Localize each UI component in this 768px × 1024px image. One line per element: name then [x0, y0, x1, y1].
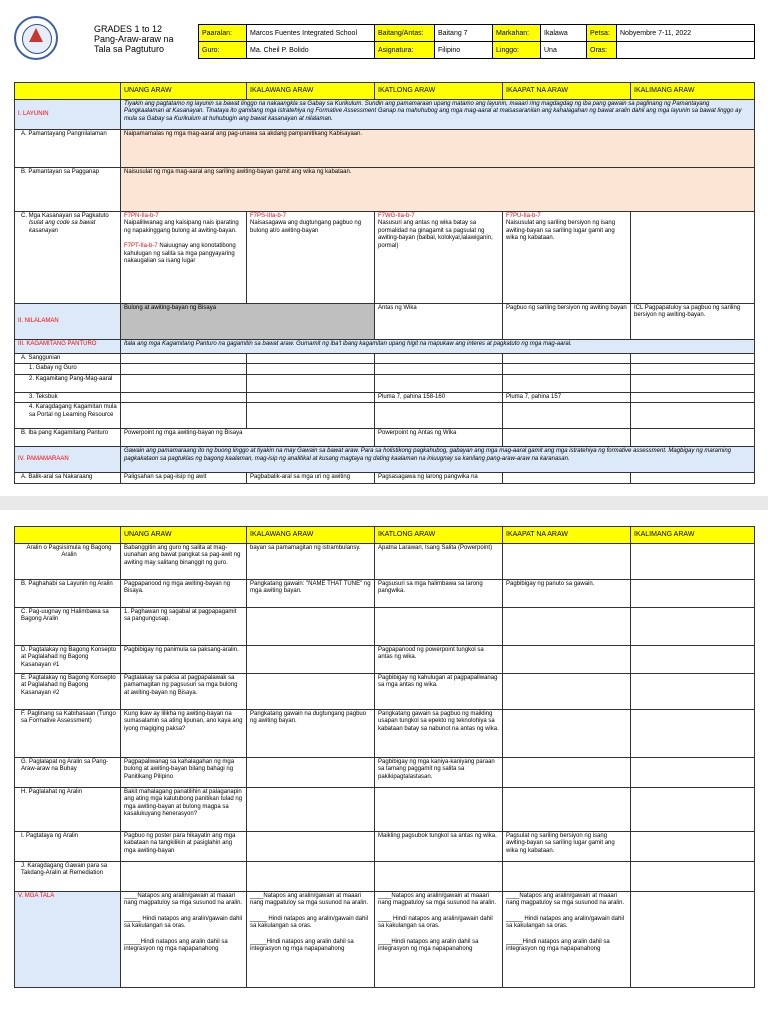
- corner-cell: [15, 83, 121, 100]
- day-4-competency: Naisusulat ang sariling bersiyon ng isang awiting-bayan sa sariling lugar gamit ang wika ng kabataan.: [506, 220, 616, 242]
- empty-cell: [375, 364, 503, 374]
- empty-cell: [247, 403, 375, 429]
- tala-hindi-natapos-oras: _____ Hindi natapos ang aralin/gawain dahil sa kakulangan sa oras.: [506, 915, 625, 930]
- pagtataya-day-3: Maikling pagsubok tungkol sa antas ng wika.: [375, 832, 503, 862]
- petsa-value: Nobyembre 7-11, 2022: [617, 25, 755, 42]
- paglalapat-day-3: Pagbibigay ng mga kaniya-kaniyang paraan sa tamang paggamit ng salita sa pakikipagtalastasan.: [375, 758, 503, 788]
- nilalaman-day-4: Pagbuo ng sariling bersiyon ng awiting bayan: [503, 304, 631, 340]
- day-3-competency: Nasusuri ang antas ng wika batay sa pormalidad na ginagamit sa pagsulat ng awiting-bayan (balbal, kolokyal,lalawiganin, pormal): [378, 220, 493, 249]
- markahan-value: Ikalawa: [541, 25, 587, 42]
- deped-seal-icon: [14, 16, 58, 60]
- day-2-header: IKALAWANG ARAW: [247, 83, 375, 100]
- empty-cell: [631, 608, 755, 646]
- pamantayang-pangnilalaman-label: A. Pamantayang Pangnilalaman: [15, 130, 121, 168]
- pamamaraan-text: Gawain ang pamamaraang ito ng buong linggo at tiyakin na may Gawain sa bawat araw. Para sa holistikong pagkahubog, gabayan ang mga mag-aaral gamit ang mga istratehiya ng formative assessment. Magbigay ng maraming pagkakataon sa pagtuklas ng bagong kaalaman, mag-isip ng analitikal at kusang magtaya ng dating kaalaman na iniuugnay sa kanilang pang-araw-araw na karanasan.: [121, 447, 755, 473]
- guro-label: Guro:: [199, 42, 247, 59]
- empty-cell: [247, 674, 375, 710]
- pagtalakay-1-label: D. Pagtalakay ng Bagong Konsepto at Paglalahad ng Bagong Kasanayan #1: [15, 646, 121, 674]
- tala-hindi-natapos-integrasyon: _____Hindi natapos ang aralin dahil sa integrasyon ng mga napapanahong: [506, 938, 610, 953]
- empty-cell: [121, 392, 247, 402]
- mga-tala-label: V. MGA TALA: [15, 892, 121, 988]
- empty-cell: [121, 374, 247, 392]
- form-title: GRADES 1 to 12 Pang-Araw-araw na Tala sa Pagtuturo: [94, 24, 174, 54]
- guro-value: Ma. Cheil P. Bolido: [247, 42, 375, 59]
- day-1-code-2: F7PT-IIa-b-7: [124, 243, 158, 250]
- pagtalakay-1-day-3: Pagpapanood ng powerpoint tungkol sa antas ng wika.: [375, 646, 503, 674]
- kasanayan-title: C. Mga Kasanayan sa Pagkatuto: [21, 213, 109, 219]
- paglalapat-day-1: Pagpapaliwanag sa kahalagahan ng mga bulong at awiting-bayan bilang bahagi ng Panitikang Pilipino: [121, 758, 247, 788]
- tala-hindi-natapos-integrasyon: _____Hindi natapos ang aralin dahil sa integrasyon ng mga napapanahong: [124, 938, 228, 953]
- tala-hindi-natapos-oras: _____ Hindi natapos ang aralin/gawain dahil sa kakulangan sa oras.: [124, 915, 243, 930]
- kasanayan-day-5: [631, 212, 755, 304]
- empty-cell: [631, 758, 755, 788]
- empty-cell: [631, 674, 755, 710]
- pagtataya-label: I. Pagtataya ng Aralin: [15, 832, 121, 862]
- balik-aral-day-3: Pagsasagawa ng larong pangwika na: [375, 473, 503, 483]
- mga-tala-day-2: [247, 892, 375, 988]
- paghahabi-day-4: Pagbibigay ng panuto sa gawain.: [503, 580, 631, 608]
- day-2-competency: Naisasagawa ang dugtungang pagbuo ng bulong at/o awiting-bayan: [250, 220, 362, 234]
- linggo-value: Una: [541, 42, 587, 59]
- day-4-header: IKAAPAT NA ARAW: [503, 527, 631, 544]
- empty-cell: [631, 374, 755, 392]
- markahan-label: Markahan:: [493, 25, 541, 42]
- iba-pang-label: B. Iba pang Kagamitang Panturo: [15, 429, 121, 447]
- day-3-header: IKATLONG ARAW: [375, 83, 503, 100]
- empty-cell: [503, 364, 631, 374]
- karagdagang-gawain-label: J. Karagdagang Gawain para sa Takdang-Aralin at Remediation: [15, 862, 121, 892]
- empty-cell: [503, 758, 631, 788]
- empty-cell: [375, 788, 503, 832]
- pag-uugnay-day-1: 1. Paghawan ng sagabal at pagpapagamit sa pangungusap.: [121, 608, 247, 646]
- mga-tala-day-1: [121, 892, 247, 988]
- tala-hindi-natapos-integrasyon: ____Hindi natapos ang aralin dahil sa integrasyon ng mga napapanahong: [378, 938, 479, 953]
- pagtalakay-2-day-3: Pagbibigay ng kahulugan at pagpapaliwanag sa mga antas ng wika.: [375, 674, 503, 710]
- kasanayan-day-4: [503, 212, 631, 304]
- header: [14, 16, 754, 62]
- empty-cell: [247, 788, 375, 832]
- empty-cell: [631, 710, 755, 758]
- empty-cell: [631, 544, 755, 580]
- paaralan-label: Paaralan:: [199, 25, 247, 42]
- paghahabi-label: B. Paghahabi sa Layunin ng Aralin: [15, 580, 121, 608]
- day-1-header: UNANG ARAW: [121, 83, 247, 100]
- empty-cell: [375, 374, 503, 392]
- day-2-code: F7PS-IIIa-b-7: [250, 213, 287, 219]
- empty-cell: [503, 646, 631, 674]
- empty-cell: [631, 892, 755, 988]
- pamantayang-pangnilalaman-text: Naipamamalas ng mga mag-aaral ang pag-unawa sa akdang pampanitikang Kabisayaan.: [121, 130, 755, 168]
- kasanayan-day-2: [247, 212, 375, 304]
- empty-cell: [503, 473, 631, 483]
- page-1: [0, 0, 768, 497]
- pagtalakay-1-day-1: Pagbibigay ng panimula sa paksang-aralin.: [121, 646, 247, 674]
- teksbuk-day-4: Pluma 7, pahina 157: [503, 392, 631, 402]
- empty-cell: [503, 403, 631, 429]
- header-info-table: [198, 24, 755, 59]
- day-1-competency-2: Naiuugnay ang konotatibong kahulugan ng salita sa mga pangyayaring nakaugalian sa isang lugar: [124, 243, 236, 265]
- day-1-code: F7PN-IIa-b-7: [124, 213, 159, 219]
- day-3-header: IKATLONG ARAW: [375, 527, 503, 544]
- dll-table-page-1: [14, 82, 755, 484]
- empty-cell: [247, 832, 375, 862]
- nilalaman-day-5: ICL Pagpapatuloy sa pagbuo ng sariling bersiyon ng awiting-bayan.: [631, 304, 755, 340]
- tala-natapos: ____Natapos ang aralin/gawain at maaari nang magpatuloy sa mga susunod na aralin.: [250, 893, 369, 907]
- empty-cell: [247, 374, 375, 392]
- day-4-code: F7PU-IIa-b-7: [506, 213, 541, 219]
- paghahabi-day-2: Pangkatang gawain: "NAME THAT TUNE" ng mga awiting bayan.: [247, 580, 375, 608]
- balik-aral-day-2: Pagbabalik-aral sa mga uri ng awiting: [247, 473, 375, 483]
- gabay-label: 1. Gabay ng Guro: [15, 364, 121, 374]
- empty-cell: [247, 608, 375, 646]
- empty-cell: [503, 374, 631, 392]
- aralin-pagsisimula-label: Aralin o Pagsisimula ng Bagong Aralin: [15, 544, 121, 580]
- empty-cell: [631, 403, 755, 429]
- empty-cell: [121, 354, 247, 364]
- empty-cell: [631, 788, 755, 832]
- pag-uugnay-label: C. Pag-uugnay ng Halimbawa sa Bagong Aralin: [15, 608, 121, 646]
- kasanayan-label: [15, 212, 121, 304]
- mga-tala-day-3: [375, 892, 503, 988]
- asignatura-label: Asignatura:: [375, 42, 435, 59]
- empty-cell: [503, 862, 631, 892]
- empty-cell: [631, 354, 755, 364]
- teksbuk-day-3: Pluma 7, pahina 158-160: [375, 392, 503, 402]
- pamamaraan-label: IV. PAMAMARAAN: [15, 447, 121, 473]
- empty-cell: [631, 429, 755, 447]
- empty-cell: [631, 392, 755, 402]
- day-1-competency: Naipaliliwanag ang kaisipang nais iparating ng napakinggang bulong at awiting-bayan.: [124, 220, 239, 234]
- kagamitan-label: III. KAGAMITANG PANTURO: [15, 340, 121, 354]
- petsa-label: Petsa:: [587, 25, 617, 42]
- paaralan-value: Marcos Fuentes Integrated School: [247, 25, 375, 42]
- empty-cell: [503, 788, 631, 832]
- paglalapat-label: G. Paglalapat ng Aralin sa Pang-Araw-araw na Buhay: [15, 758, 121, 788]
- day-2-header: IKALAWANG ARAW: [247, 527, 375, 544]
- tala-natapos: ____Natapos ang aralin/gawain at maaari nang magpatuloy sa mga susunod na aralin.: [506, 893, 625, 907]
- empty-cell: [247, 646, 375, 674]
- layunin-label: I. LAYUNIN: [15, 100, 121, 130]
- empty-cell: [247, 392, 375, 402]
- nilalaman-day-3: Antas ng Wika: [375, 304, 503, 340]
- baitang-value: Baitang 7: [435, 25, 493, 42]
- empty-cell: [375, 403, 503, 429]
- kasanayan-day-1: [121, 212, 247, 304]
- empty-cell: [631, 862, 755, 892]
- empty-cell: [375, 354, 503, 364]
- empty-cell: [631, 646, 755, 674]
- pagtataya-day-4: Pagsulat ng sariling bersiyon ng isang awiting-bayan sa sariling lugar gamit ang wika ng kabataan.: [503, 832, 631, 862]
- paglalahat-day-1: Bakit mahalagang panatilihin at palaganapin ang ating mga katutubong panitikan tulad ng mga awiting-bayan at bulong magpa sa kasalukuyang henerasyon?: [121, 788, 247, 832]
- empty-cell: [503, 710, 631, 758]
- empty-cell: [247, 862, 375, 892]
- pamantayan-pagganap-label: B. Pamantayan sa Pagganap: [15, 168, 121, 212]
- paglinang-label: F. Paglinang sa Kabihasaan (Tungo sa Formative Assessment): [15, 710, 121, 758]
- empty-cell: [121, 862, 247, 892]
- teksbuk-label: 3. Teksbuk: [15, 392, 121, 402]
- empty-cell: [121, 364, 247, 374]
- iba-pang-day-1: Powerpoint ng mga awiting-bayan ng Bisaya: [121, 429, 375, 447]
- kasanayan-sublabel: Isulat ang code sa bawat kasanayan: [29, 220, 96, 234]
- oras-value: [617, 42, 755, 59]
- empty-cell: [631, 580, 755, 608]
- paghahabi-day-1: Pagpapanood ng mga awiting-bayan ng Bisaya.: [121, 580, 247, 608]
- paglinang-day-2: Pangkatang gawain na dugtungang pagbuo ng awiting bayan.: [247, 710, 375, 758]
- day-5-header: IKALIMANG ARAW: [631, 83, 755, 100]
- empty-cell: [631, 364, 755, 374]
- baitang-label: Baitang/Antas:: [375, 25, 435, 42]
- pagtalakay-2-day-1: Pagtalakay sa paksa at pagpapalawak sa pamamagitan ng pagsusuri sa mga bulong at awiting-bayan ng Bisaya.: [121, 674, 247, 710]
- oras-label: Oras:: [587, 42, 617, 59]
- day-5-header: IKALIMANG ARAW: [631, 527, 755, 544]
- tala-hindi-natapos-integrasyon: _____Hindi natapos ang aralin dahil sa integrasyon ng mga napapanahong: [250, 938, 354, 953]
- pamantayan-pagganap-text: Naisusulat ng mga mag-aaral ang sariling awiting-bayan gamit ang wika ng kabataan.: [121, 168, 755, 212]
- empty-cell: [503, 354, 631, 364]
- paglinang-day-1: Kung ikaw ay lilikha ng awiting-bayan na sumasalamin sa ating lipunan, ano kaya ang iyong magiging paksa?: [121, 710, 247, 758]
- tala-natapos: ____Natapos ang aralin/gawain at maaari nang magpatuloy sa mga susunod na aralin.: [124, 893, 243, 907]
- empty-cell: [247, 354, 375, 364]
- empty-cell: [375, 862, 503, 892]
- empty-cell: [247, 758, 375, 788]
- sanggunian-label: A. Sanggunian: [15, 354, 121, 364]
- karagdagang-label: 4. Karagdagang Kagamitan mula sa Portal ng Learning Resource: [15, 403, 121, 429]
- aralin-pagsisimula-day-2: bayan sa pamamagitan ng istrambulansy.: [247, 544, 375, 580]
- empty-cell: [121, 403, 247, 429]
- aralin-pagsisimula-day-3: Apatna Larawan, Isang Salita (Powerpoint): [375, 544, 503, 580]
- empty-cell: [631, 832, 755, 862]
- asignatura-value: Filipino: [435, 42, 493, 59]
- aralin-pagsisimula-day-1: Babanggitin ang guro ng salita at mag-uunahan ang bawat pangkat sa pag-awit ng awiting may salitang binanggit ng guro.: [121, 544, 247, 580]
- day-3-code: F7WG-IIa-b-7: [378, 213, 415, 219]
- page-2: [0, 510, 768, 1024]
- corner-cell: [15, 527, 121, 544]
- tala-hindi-natapos-oras: _____ Hindi natapos ang aralin/gawain dahil sa kakulangan sa oras.: [250, 915, 369, 930]
- balik-aral-day-1: Paligsahan sa pag-iisip ng awit: [121, 473, 247, 483]
- nilalaman-day-1-2: Bulong at awiting-bayan ng Bisaya: [121, 304, 375, 340]
- kasanayan-day-3: [375, 212, 503, 304]
- kagamitang-mag-aaral-label: 2. Kagamitang Pang-Mag-aaral: [15, 374, 121, 392]
- kagamitan-text: Itala ang mga Kagamitang Panturo na gagamitin sa bawat araw. Gumamit ng iba't ibang kagamitan upang higit na mapukaw ang interes at pagkatuto ng mga mag-aaral.: [121, 340, 755, 354]
- nilalaman-label: II. NILALAMAN: [15, 304, 121, 340]
- empty-cell: [503, 544, 631, 580]
- layunin-text: Tiyakin ang pagtatamo ng layunin sa bawat linggo na nakaangkla sa Gabay sa Kurikulum. Sundin ang pamamaraan upang matamo ang layunin, maaari ring magdagdag ng iba pang gawain sa paglinang ng Pamantayang Pangkaalaman at Kasanayan. Tinataya ito gamitang mga istratehiya ng Formative Assessment Ganap na mahuhubog ang mga mag-aaral at maisasaranilan ang kahalagahan ng bawat aralin dahil ang mga layunin sa bawat linggo ay mula sa Gabay sa Kurikulum at huhubugin ang bawat kasanayan at nilalaman.: [121, 100, 755, 130]
- page-separator: [0, 496, 768, 510]
- empty-cell: [503, 674, 631, 710]
- dll-table-page-2: [14, 526, 755, 988]
- day-4-header: IKAAPAT NA ARAW: [503, 83, 631, 100]
- empty-cell: [503, 429, 631, 447]
- paglinang-day-3: Pangkatang gawain sa pagbuo ng maikling usapan tungkol sa epekto ng teknolohiya sa kabataan batay sa nabunot na antas ng wika.: [375, 710, 503, 758]
- linggo-label: Linggo:: [493, 42, 541, 59]
- empty-cell: [247, 364, 375, 374]
- pagtataya-day-1: Pagbuo ng poster para hikayatin ang mga kabataan na tangkilikin at pasiglahin ang mga awiting-bayan: [121, 832, 247, 862]
- paglalahat-label: H. Paglalahat ng Aralin: [15, 788, 121, 832]
- empty-cell: [375, 608, 503, 646]
- empty-cell: [631, 473, 755, 483]
- iba-pang-day-3: Powerpoint ng Antas ng Wika: [375, 429, 503, 447]
- tala-hindi-natapos-oras: ____ Hindi natapos ang aralin/gawain dahil sa kakulangan sa oras.: [378, 915, 493, 930]
- mga-tala-day-4: [503, 892, 631, 988]
- day-1-header: UNANG ARAW: [121, 527, 247, 544]
- tala-natapos: ____Natapos ang aralin/gawain at maaari nang magpatuloy sa mga susunod na aralin.: [378, 893, 497, 907]
- paghahabi-day-3: Pagsusuri sa mga halimbawa sa larong pangwika.: [375, 580, 503, 608]
- pagtalakay-2-label: E. Pagtalakay ng Bagong Konsepto at Paglalahad ng Bagong Kasanayan #2: [15, 674, 121, 710]
- empty-cell: [503, 608, 631, 646]
- balik-aral-label: A. Balik-aral sa Nakaraang: [15, 473, 121, 483]
